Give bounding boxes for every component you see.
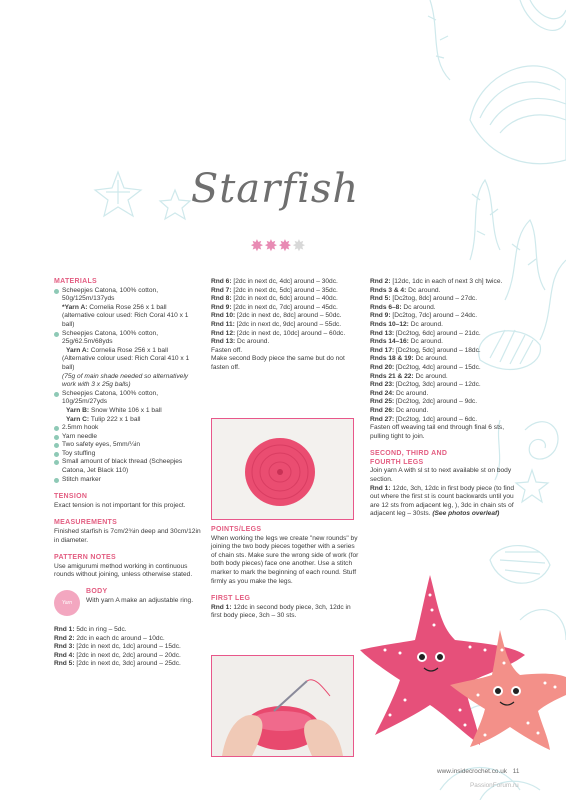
filled-star-icon: ✸ xyxy=(278,238,292,255)
round-label: Rnds 3 & 4: xyxy=(370,286,407,294)
yarn-a-alt: (alternative colour used: Rich Coral 410 x 1 ball) xyxy=(62,312,189,328)
round-label: Rnd 5: xyxy=(370,295,391,303)
column-3 xyxy=(370,278,520,519)
crochet-circle-image xyxy=(212,419,353,519)
round-label: Rnd 9: xyxy=(370,312,391,320)
round-instruction xyxy=(370,330,520,339)
round-text: Dc around. xyxy=(408,286,441,294)
round-instruction xyxy=(370,355,520,364)
materials-heading: MATERIALS xyxy=(54,278,98,285)
round-text: Dc around. xyxy=(410,338,443,346)
round-label: Rnd 20: xyxy=(370,363,395,371)
round-instruction xyxy=(370,373,520,382)
round-instruction xyxy=(370,295,520,304)
round-instruction xyxy=(54,635,202,644)
round-text: [Dc2tog, 6dc] around – 21dc. xyxy=(396,329,481,337)
round-instruction xyxy=(54,643,202,652)
yarn-c-line: Yarn C: Tulip 222 x 1 ball xyxy=(66,415,141,423)
filled-star-icon: ✸ xyxy=(264,238,278,255)
round-text: Dc around. xyxy=(237,338,270,346)
round-instruction xyxy=(211,338,359,347)
round-instruction xyxy=(370,381,520,390)
first-leg-rnd1: Rnd 1: 12dc in second body piece, 3ch, 12dc in first body piece, 3ch – 30 sts. xyxy=(211,603,351,620)
round-instruction xyxy=(370,416,520,425)
round-label: Rnds 10–12: xyxy=(370,320,409,328)
starfish-photo xyxy=(360,575,566,755)
round-text: [2dc in next dc, 9dc] around – 55dc. xyxy=(236,320,342,328)
round-label: Rnd 26: xyxy=(370,406,395,414)
footer-url[interactable]: www.insidecrochet.co.uk xyxy=(437,768,507,775)
round-text: Dc around. xyxy=(415,355,448,363)
round-label: Rnd 13: xyxy=(370,329,395,337)
round-text: [Dc2tog, 1dc] around – 6dc. xyxy=(396,415,478,423)
col3-fasten-text: Fasten off weaving tail end through final 6 sts, pulling tight to join. xyxy=(370,424,505,440)
round-text: Dc around. xyxy=(410,320,443,328)
round-label: Rnd 7: xyxy=(211,286,232,294)
round-label: Rnd 6: xyxy=(211,278,232,285)
round-text: [Dc2tog, 5dc] around – 18dc. xyxy=(396,346,481,354)
round-instruction xyxy=(370,390,520,399)
round-label: Rnd 9: xyxy=(211,303,232,311)
crocheting-hands-photo xyxy=(211,655,354,757)
body-intro: With yarn A make an adjustable ring. xyxy=(86,596,194,604)
first-leg-heading: FIRST LEG xyxy=(211,595,251,603)
materials-item: 2.5mm hook xyxy=(54,424,202,433)
round-label: Rnd 13: xyxy=(211,338,236,346)
body-rounds xyxy=(54,626,202,669)
round-instruction xyxy=(211,312,359,321)
col3-rnd2: Rnd 2: [12dc, 1dc in each of next 3 ch] twice. xyxy=(370,278,503,285)
yarn-badge: Yarn xyxy=(54,590,80,616)
round-label: Rnds 21 & 22: xyxy=(370,372,414,380)
materials-item: Scheepjes Catona, 100% cotton, 10g/25m/27yds xyxy=(54,390,202,407)
yarn-b-line: Yarn B: Snow White 106 x 1 ball xyxy=(66,406,162,414)
column-1 xyxy=(54,278,202,669)
round-instruction xyxy=(370,338,520,347)
round-text: [2dc in next dc, 1dc] around – 15dc. xyxy=(76,643,181,651)
round-label: Rnd 8: xyxy=(211,295,232,303)
materials-note: (75g of main shade needed so alternatively work with 3 x 25g balls) xyxy=(62,372,189,389)
round-instruction xyxy=(370,347,520,356)
round-label: Rnds 6–8: xyxy=(370,303,402,311)
round-instruction xyxy=(370,364,520,373)
round-instruction xyxy=(211,321,359,330)
yarn-a-line: *Yarn A: Cornelia Rose 256 x 1 ball xyxy=(62,303,167,311)
round-label: Rnd 11: xyxy=(211,320,235,328)
round-label: Rnd 3: xyxy=(54,643,75,651)
round-text: [2dc in next dc, 5dc] around – 35dc. xyxy=(233,286,338,294)
yarn-a2-line: Yarn A: Cornelia Rose 256 x 1 ball xyxy=(66,346,169,354)
round-instruction xyxy=(54,660,202,669)
round-text: [Dc2tog, 4dc] around – 15dc. xyxy=(396,363,481,371)
round-label: Rnd 25: xyxy=(370,398,395,406)
legs-heading-line1: SECOND, THIRD AND xyxy=(370,450,448,458)
materials-item: Small amount of black thread (Scheepjes Catona, Jet Black 110) xyxy=(54,458,202,475)
round-instruction xyxy=(54,652,202,661)
column-2 xyxy=(211,278,359,373)
round-text: [2dc in next dc, 7dc] around – 45dc. xyxy=(233,303,338,311)
measurements-text: Finished starfish is 7cm/2¾in deep and 30cm/12in in diameter. xyxy=(54,528,201,544)
round-instruction xyxy=(370,304,520,313)
round-label: Rnd 24: xyxy=(370,389,395,397)
empty-star-icon: ✸ xyxy=(292,238,306,255)
round-instruction xyxy=(370,407,520,416)
fasten-off-text: Fasten off. xyxy=(211,346,243,354)
body-heading: BODY xyxy=(86,588,108,595)
tension-heading: TENSION xyxy=(54,493,88,501)
yarn-a2-alt: (Alternative colour used: Rich Coral 410 x 1 ball) xyxy=(62,355,190,371)
round-instruction xyxy=(370,321,520,330)
round-text: [2dc in next dc, 8dc] around – 50dc. xyxy=(237,312,342,320)
round-instruction xyxy=(211,330,359,339)
page-title: Starfish xyxy=(190,166,360,212)
tension-text: Exact tension is not important for this project. xyxy=(54,501,186,509)
round-label: Rnd 17: xyxy=(370,346,395,354)
round-instruction xyxy=(370,287,520,296)
round-instruction xyxy=(211,278,359,287)
round-label: Rnd 2: xyxy=(54,634,75,642)
filled-star-icon: ✸ xyxy=(250,238,264,255)
round-label: Rnd 23: xyxy=(370,381,395,389)
round-label: Rnds 14–16: xyxy=(370,338,409,346)
pattern-notes-text: Use amigurumi method working in continuous rounds without joining, unless otherwise stated. xyxy=(54,562,193,579)
points-legs-text: When working the legs we create "new rounds" by joining the two body pieces together with a series of chain sts. Make sure the wrong side of work (for both body pieces) face one another. Use a stitch marker to mark the beginning of each round. Stuff firmly as you make the legs. xyxy=(211,534,359,585)
round-text: Dc around. xyxy=(403,303,436,311)
round-text: Dc around. xyxy=(396,389,429,397)
second-body-text: Make second Body piece the same but do not fasten off. xyxy=(211,355,345,371)
measurements-heading: MEASUREMENTS xyxy=(54,519,118,527)
round-text: [Dc2tog, 2dc] around – 9dc. xyxy=(396,398,478,406)
round-label: Rnds 18 & 19: xyxy=(370,355,414,363)
round-text: [2dc in next dc, 3dc] around – 25dc. xyxy=(76,660,181,668)
round-instruction xyxy=(370,398,520,407)
difficulty-rating xyxy=(250,236,306,256)
footer-site xyxy=(437,768,519,775)
watermark: PassionForum.ru xyxy=(470,782,519,789)
round-text: [Dc2tog, 3dc] around – 12dc. xyxy=(396,381,481,389)
materials-item: Stitch marker xyxy=(54,476,202,485)
round-instruction xyxy=(211,287,359,296)
round-label: Rnd 12: xyxy=(211,329,236,337)
round-label: Rnd 5: xyxy=(54,660,75,668)
round-label: Rnd 1: xyxy=(54,626,75,633)
round-label: Rnd 10: xyxy=(211,312,236,320)
materials-item: Scheepjes Catona, 100% cotton, 50g/125m/137yds xyxy=(54,287,202,304)
legs-heading-line2: FOURTH LEGS xyxy=(370,458,424,466)
body-circle-photo xyxy=(211,418,354,520)
round-text: [2dc in next dc, 4dc] around – 30dc. xyxy=(233,278,338,285)
round-label: Rnd 27: xyxy=(370,415,395,423)
pattern-notes-heading: PATTERN NOTES xyxy=(54,554,116,562)
materials-item: Two safety eyes, 5mm/¼in xyxy=(54,441,202,450)
round-instruction xyxy=(370,312,520,321)
hands-image xyxy=(212,656,353,756)
round-instruction xyxy=(54,626,202,635)
materials-item: Scheepjes Catona, 100% cotton, 25g/62.5m/68yds xyxy=(54,330,202,347)
materials-item: Toy stuffing xyxy=(54,450,202,459)
round-text: [2dc in next dc, 2dc] around – 20dc. xyxy=(76,651,181,659)
round-text: [Dc2tog, 8dc] around – 27dc. xyxy=(392,295,478,303)
round-text: [2dc in next dc, 6dc] around – 40dc. xyxy=(233,295,338,303)
round-text: 2dc in each dc around – 10dc. xyxy=(76,634,165,642)
body-section xyxy=(54,588,202,626)
legs-rnd1: Rnd 1: 12dc, 3ch, 12dc in first body piece (to find out where the first st is count backwards until you are 12 sts from adjacent leg, ), 3dc in chain sts of adjacent leg – 30sts. (See photos overleaf) xyxy=(370,484,515,518)
legs-intro: Join yarn A with sl st to next available st on body section. xyxy=(370,467,512,484)
round-text: [2dc in next dc, 10dc] around – 60dc. xyxy=(237,329,346,337)
round-text: [Dc2tog, 7dc] around – 24dc. xyxy=(392,312,478,320)
col3-rounds xyxy=(370,287,520,425)
round-instruction xyxy=(211,295,359,304)
points-legs-heading: POINTS/LEGS xyxy=(211,526,262,533)
round-text: Dc around. xyxy=(415,372,448,380)
round-label: Rnd 4: xyxy=(54,651,75,659)
column-2-lower xyxy=(211,526,359,621)
materials-item: Yarn needle xyxy=(54,433,202,442)
round-text: Dc around. xyxy=(396,406,429,414)
col2-rounds xyxy=(211,278,359,347)
round-instruction xyxy=(211,304,359,313)
page-number: 11 xyxy=(512,768,520,775)
round-text: 5dc in ring – 5dc. xyxy=(76,626,127,633)
